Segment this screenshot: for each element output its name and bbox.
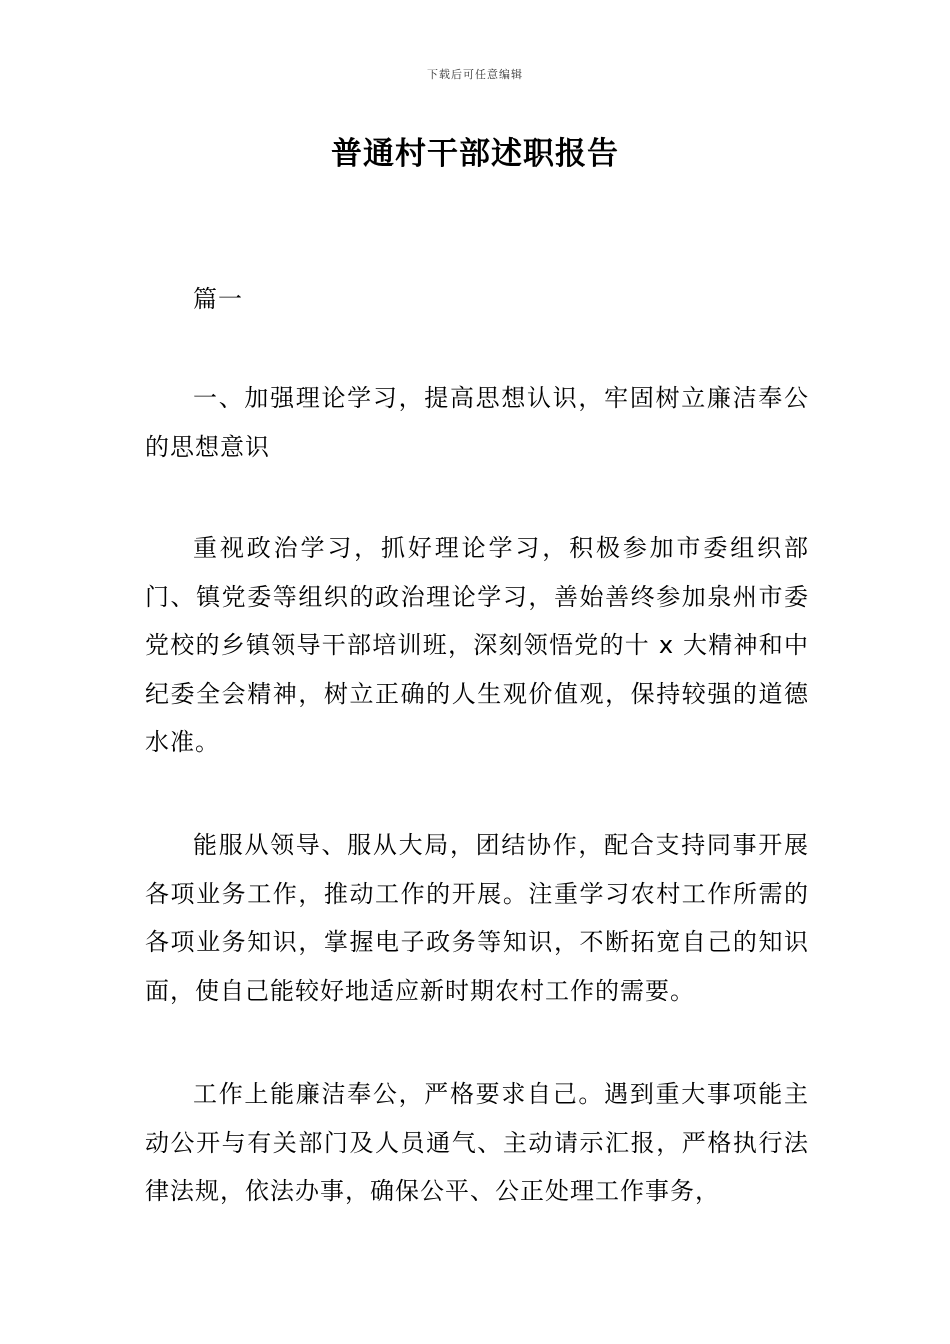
- paragraph: 工作上能廉洁奉公，严格要求自己。遇到重大事项能主动公开与有关部门及人员通气、主动请示汇报，严格执行法律法规，依法办事，确保公平、公正处理工作事务，: [145, 1080, 809, 1205]
- paragraph: 重视政治学习，抓好理论学习，积极参加市委组织部门、镇党委等组织的政治理论学习，善始善终参加泉州市委党校的乡镇领导干部培训班，深刻领悟党的十 x 大精神和中纪委全会精神，树立正确的人生观价值观，保持较强的道德水准。: [145, 534, 809, 756]
- paragraph-block-2: [145, 821, 809, 1015]
- section-label-block: [145, 275, 809, 324]
- paragraph-block-1: [145, 524, 809, 767]
- section-heading: 一、加强理论学习，提高思想认识，牢固树立廉洁奉公的思想意识: [145, 384, 809, 461]
- heading-block: [145, 374, 809, 471]
- document-title: 普通村干部述职报告: [331, 136, 619, 172]
- header-note: 下载后可任意编辑: [427, 68, 523, 81]
- paragraph-block-3: [145, 1070, 809, 1216]
- paragraph: 能服从领导、服从大局，团结协作，配合支持同事开展各项业务工作，推动工作的开展。注重学习农村工作所需的各项业务知识，掌握电子政务等知识，不断拓宽自己的知识面，使自己能较好地适应新时期农村工作的需要。: [145, 831, 809, 1005]
- section-label: 篇一: [193, 285, 243, 313]
